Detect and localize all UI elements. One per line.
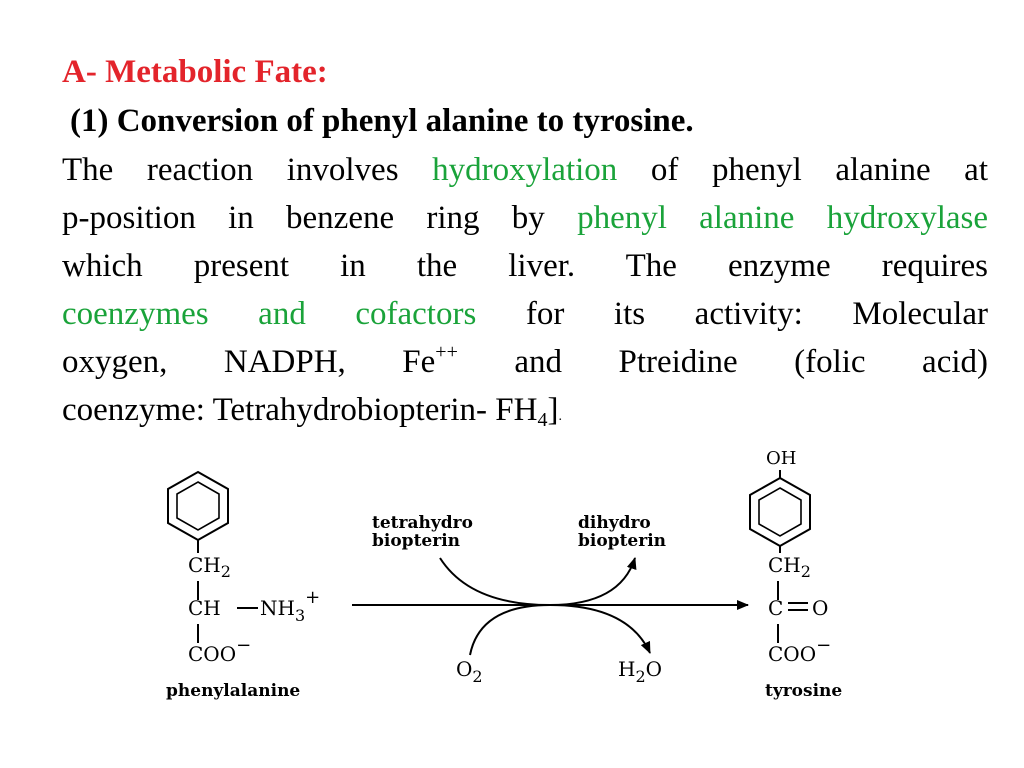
- oxygen-curved-arrow: [470, 605, 650, 655]
- h2o-label: H: [618, 657, 636, 681]
- slide-subtitle: (1) Conversion of phenyl alanine to tyrosine.: [70, 103, 694, 139]
- svg-text:COO−: COO−: [188, 635, 252, 666]
- phe-coo: COO: [188, 642, 237, 666]
- cofactor-out-line1: dihydro: [578, 513, 651, 533]
- highlight-enzyme: phenyl alanine hydroxylase: [577, 200, 988, 236]
- phenylalanine-structure: [166, 472, 320, 701]
- cofactor-curved-arrow: [440, 558, 635, 605]
- tyr-o: O: [812, 596, 829, 620]
- phe-nh3: NH: [260, 596, 295, 620]
- slide-title: A- Metabolic Fate:: [62, 54, 328, 90]
- tyr-c: C: [768, 596, 784, 620]
- highlight-hydroxylation: hydroxylation: [432, 152, 618, 188]
- o2-label: O: [456, 657, 473, 681]
- paragraph-line-1: The reaction involves hydroxylation of phenyl alanine at: [62, 152, 988, 188]
- svg-text:NH3+: $NH_3+$: [260, 587, 321, 625]
- phe-ch: CH: [188, 596, 221, 620]
- tyr-coo: COO: [768, 642, 817, 666]
- svg-text:COO−: COO−: [768, 635, 832, 666]
- tyr-oh: OH: [766, 448, 797, 469]
- tyrosine-label: tyrosine: [765, 681, 843, 701]
- highlight-coenzymes: coenzymes and cofactors: [62, 296, 477, 332]
- svg-text:H2O: $H_2O$: [618, 657, 663, 686]
- svg-text:CH2: $CH_2$: [768, 553, 811, 581]
- paragraph-line-3: which present in the liver. The enzyme requires: [62, 248, 988, 284]
- paragraph-line-5: oxygen, NADPH, Fe++ and Ptreidine (folic acid): [62, 341, 988, 380]
- body-paragraph: [62, 146, 988, 441]
- tyr-ch2: CH: [768, 553, 801, 577]
- svg-text:O2: $O_2$: [456, 657, 483, 686]
- svg-text:CH2: $CH_2$: [188, 553, 231, 581]
- paragraph-line-4: coenzymes and cofactors for its activity: Molecular: [62, 296, 988, 332]
- paragraph-line-6: coenzyme: Tetrahydrobiopterin- $FH_4$].: [62, 392, 562, 431]
- benzene-ring-icon: [168, 472, 228, 540]
- phe-ch2: CH: [188, 553, 221, 577]
- benzene-ring-icon: [750, 478, 810, 546]
- cofactor-out-line2: biopterin: [578, 531, 667, 551]
- cofactor-in-line1: tetrahydro: [372, 513, 473, 533]
- paragraph-line-2: p-position in benzene ring by phenyl alanine hydroxylase: [62, 200, 988, 236]
- tyrosine-structure: [750, 448, 842, 701]
- reaction-diagram: [140, 440, 900, 730]
- cofactor-in-line2: biopterin: [372, 531, 461, 551]
- phenylalanine-label: phenylalanine: [166, 681, 301, 701]
